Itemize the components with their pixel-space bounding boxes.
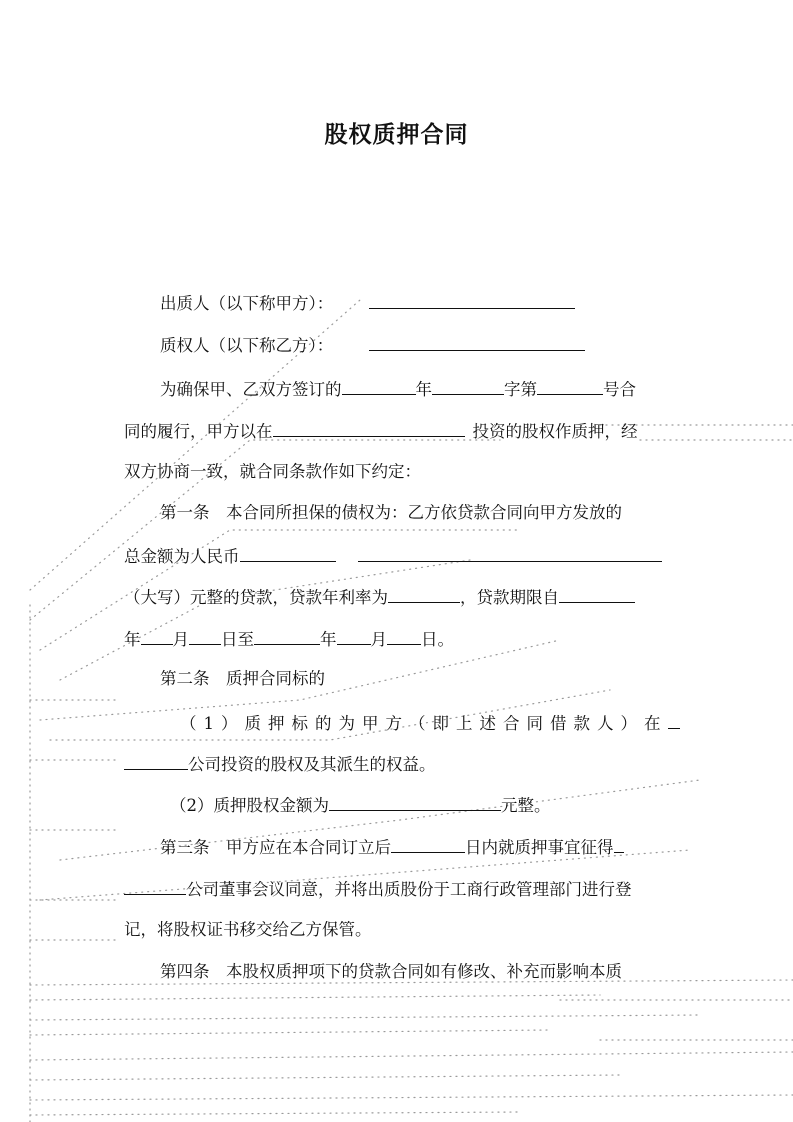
pledgee-line [160,334,585,357]
art1-text-e: 年 [124,630,141,649]
start-day-blank[interactable] [189,628,221,645]
article-1-line-2 [124,545,662,568]
art3-text-b: 日内就质押事宜征得 [465,838,614,857]
art1-text-g: 日至 [221,630,254,649]
article-2-item-2 [170,794,551,817]
art1-text-i: 月 [370,630,387,649]
art1-text-h: 年 [320,630,337,649]
intro-text-e: 同的履行，甲方以在 [124,422,273,441]
end-month-blank[interactable] [337,628,371,645]
intro-line-1 [160,378,636,401]
article-4-line-1: 第四条 本股权质押项下的贷款合同如有修改、补充而影响本质 [160,962,622,981]
amount-words-blank[interactable] [358,545,662,562]
article-1-line-1: 第一条 本合同所担保的债权为：乙方依贷款合同向甲方发放的 [160,503,622,522]
intro-line-2 [124,420,638,443]
intro-text-d: 号合 [603,380,636,399]
art2-item1-text-a: （1）质押标的为甲方（即上述合同借款人）在 [180,714,668,733]
contract-year-blank[interactable] [342,378,416,395]
document-title: 股权质押合同 [324,121,469,148]
art1-text-j: 日。 [421,630,454,649]
end-year-blank[interactable] [254,628,320,645]
art2-item1-text-b: 公司投资的股权及其派生的权益。 [188,755,436,774]
article-2-item-1-line-2 [124,753,436,776]
amount-figure-blank[interactable] [240,545,336,562]
pledge-company-blank-a[interactable] [668,712,680,729]
board-company-blank-a[interactable] [614,836,624,853]
intro-text-a: 为确保甲、乙双方签订的 [160,380,342,399]
article-3-line-2 [124,878,632,901]
article-3-line-1 [160,836,624,859]
contract-number-blank[interactable] [537,378,603,395]
art1-text-b: 总金额为人民币 [124,547,240,566]
art2-item2-text-a: （2）质押股权金额为 [170,796,329,815]
start-month-blank[interactable] [141,628,173,645]
art1-text-c: （大写）元整的贷款，贷款年利率为 [124,588,388,607]
pledgor-blank[interactable] [369,292,575,309]
art1-text-d: ，贷款期限自 [460,588,559,607]
article-2-heading: 第二条 质押合同标的 [160,669,325,688]
pledgee-blank[interactable] [369,334,585,351]
intro-text-f: 投资的股权作质押，经 [472,422,638,441]
pledgee-label: 质权人（以下称乙方）： [160,336,334,355]
days-blank[interactable] [391,836,465,853]
invested-company-blank[interactable] [273,420,465,437]
pledgor-label: 出质人（以下称甲方）： [160,294,334,313]
article-1-line-4 [124,628,454,651]
intro-line-3: 双方协商一致，就合同条款作如下约定： [124,462,421,481]
loan-start-year-blank[interactable] [559,586,635,603]
intro-text-c: 字第 [504,380,537,399]
article-3-line-3: 记，将股权证书移交给乙方保管。 [124,920,372,939]
pledgor-line [160,292,575,315]
interest-rate-blank[interactable] [388,586,460,603]
art3-text-a: 第三条 甲方应在本合同订立后 [160,838,391,857]
intro-text-b: 年 [415,380,432,399]
contract-word-blank[interactable] [432,378,504,395]
article-1-line-3 [124,586,635,609]
pledge-company-blank-b[interactable] [124,753,188,770]
article-2-item-1-line-1 [180,712,680,735]
end-day-blank[interactable] [387,628,421,645]
board-company-blank-b[interactable] [124,878,186,895]
pledge-amount-blank[interactable] [329,794,501,811]
art3-text-c: 公司董事会议同意，并将出质股份于工商行政管理部门进行登 [186,880,632,899]
art2-item2-text-b: 元整。 [501,796,551,815]
art1-text-f: 月 [172,630,189,649]
